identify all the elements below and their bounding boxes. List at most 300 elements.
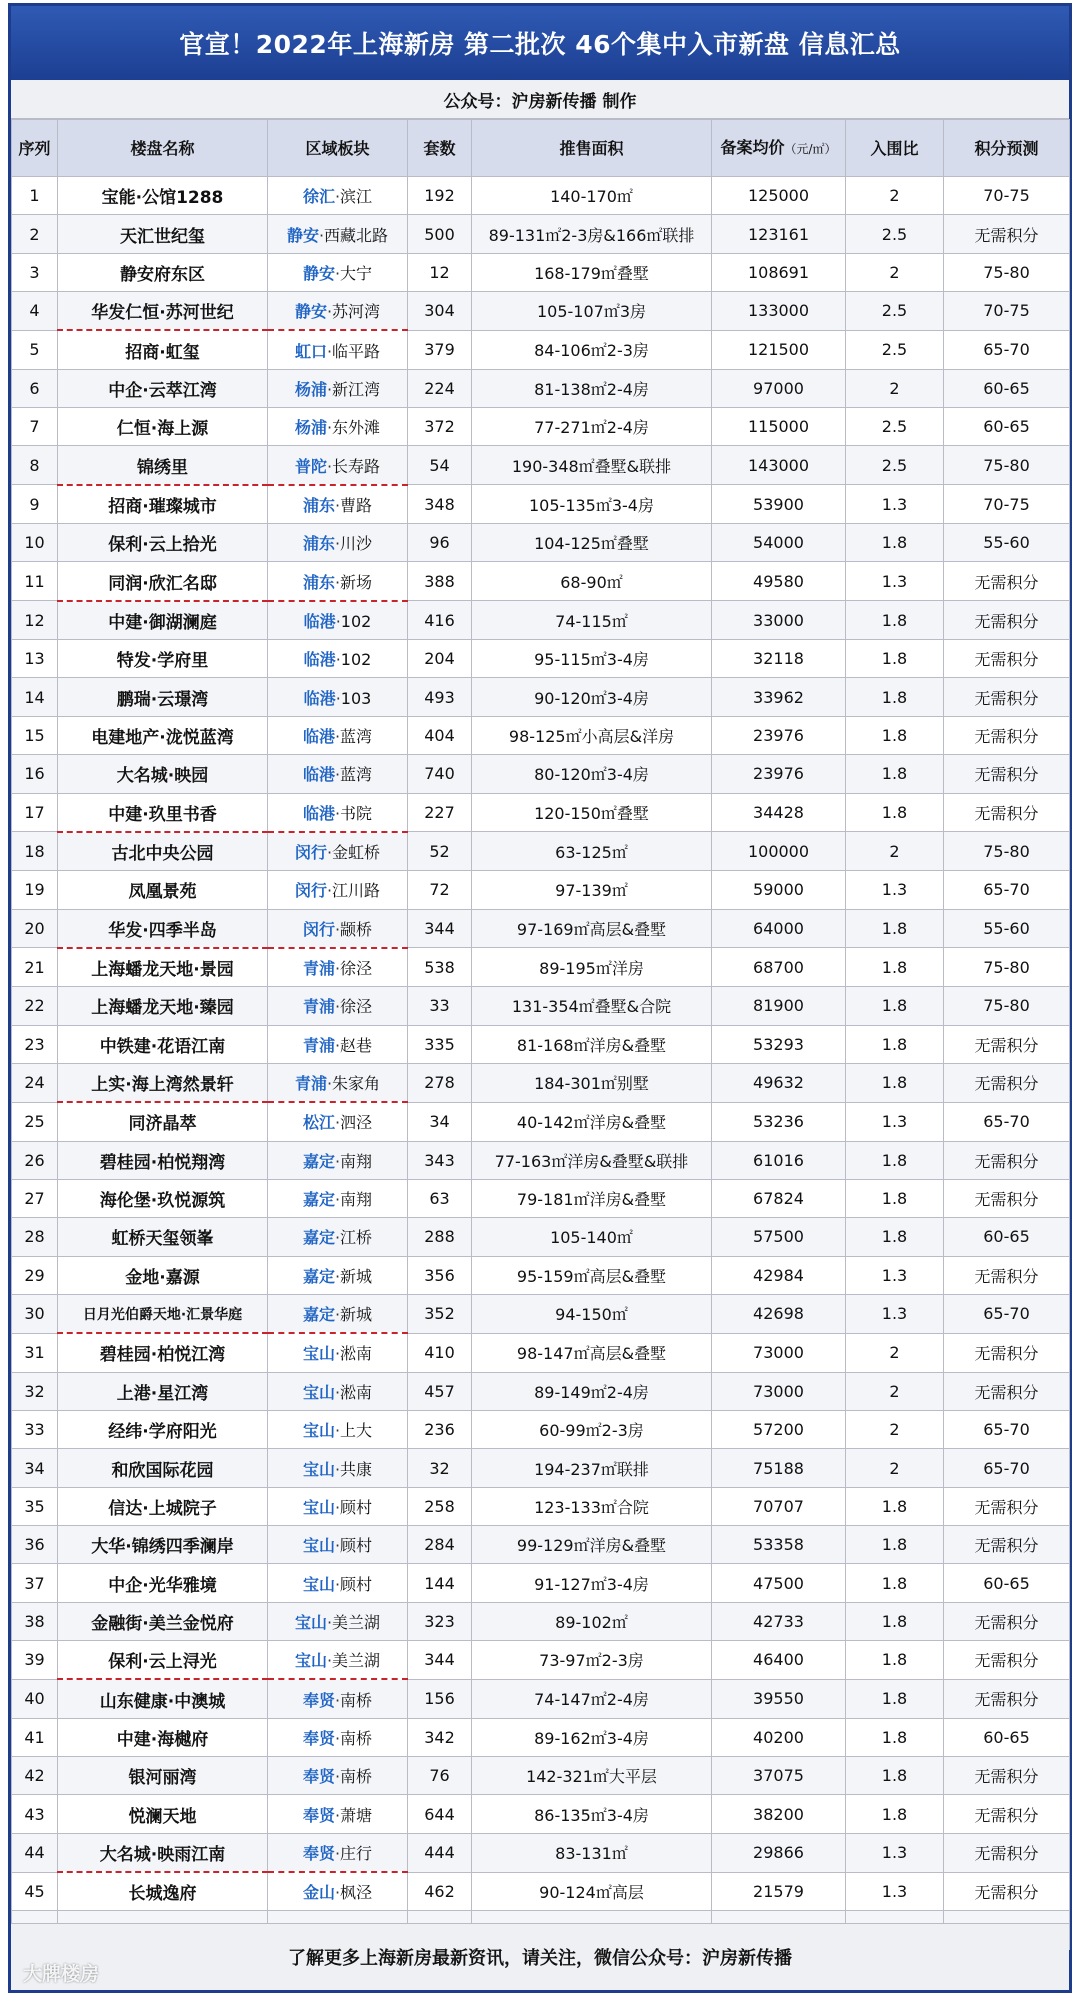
cell-block: 南桥 xyxy=(340,1767,373,1787)
cell-score: 无需积分 xyxy=(944,1872,1070,1911)
cell-district: 临港 xyxy=(303,650,336,670)
cell-units: 462 xyxy=(408,1872,472,1911)
region-separator: · xyxy=(334,1883,341,1903)
cell-region xyxy=(268,1256,408,1294)
cell-index: 7 xyxy=(12,408,58,446)
watermark-logo: 大牌楼房 xyxy=(23,1963,100,1985)
table-row xyxy=(12,716,1070,754)
cell-price: 33962 xyxy=(712,678,846,716)
cell-ratio: 1.8 xyxy=(846,1564,944,1602)
cell-score: 无需积分 xyxy=(944,1757,1070,1795)
cell-area: 120-150㎡叠墅 xyxy=(472,793,712,832)
cell-price: 49580 xyxy=(712,562,846,601)
cell-units: 284 xyxy=(408,1526,472,1564)
cell-score: 75-80 xyxy=(944,446,1070,485)
cell-price: 39550 xyxy=(712,1679,846,1718)
cell-district: 杨浦 xyxy=(294,379,327,399)
cell-district: 宝山 xyxy=(302,1497,335,1517)
region-separator: · xyxy=(334,1843,341,1863)
cell-price: 73000 xyxy=(712,1333,846,1372)
cell-name: 电建地产·泷悦蓝湾 xyxy=(58,716,268,754)
cell-units: 54 xyxy=(408,446,472,485)
cell-score: 60-65 xyxy=(944,1718,1070,1756)
table-row xyxy=(12,1564,1070,1602)
table-row xyxy=(12,446,1070,485)
region-separator: · xyxy=(334,1805,341,1825)
cell-district: 浦东 xyxy=(302,495,335,515)
cell-region xyxy=(268,755,408,793)
cell-name: 日月光伯爵天地·汇景华庭 xyxy=(58,1294,268,1333)
cell-district: 临港 xyxy=(303,611,336,631)
cell-ratio: 1.8 xyxy=(846,1025,944,1063)
cell-score: 无需积分 xyxy=(944,215,1070,253)
cell-score: 无需积分 xyxy=(944,678,1070,716)
table-row xyxy=(12,1679,1070,1718)
cell-score: 无需积分 xyxy=(944,562,1070,601)
cell-score: 无需积分 xyxy=(944,1795,1070,1833)
cell-name: 中建·御湖澜庭 xyxy=(58,601,268,640)
region-separator: · xyxy=(326,302,333,322)
cell-block: 顾村 xyxy=(340,1536,373,1556)
cell-block: 新场 xyxy=(340,572,373,592)
cell-block: 新城 xyxy=(340,1266,373,1286)
table-row xyxy=(12,871,1070,909)
table-row xyxy=(12,755,1070,793)
cell-ratio: 1.3 xyxy=(846,1102,944,1141)
cell-region xyxy=(268,446,408,485)
cell-name: 同润·欣汇名邸 xyxy=(58,562,268,601)
cell-name: 虹桥天玺领峯 xyxy=(58,1218,268,1256)
cell-score: 无需积分 xyxy=(944,793,1070,832)
cell-district: 虹口 xyxy=(294,341,327,361)
cell-district: 青浦 xyxy=(302,1035,335,1055)
cell-block: 蓝湾 xyxy=(340,726,373,746)
cell-index: 34 xyxy=(12,1449,58,1487)
cell-district: 临港 xyxy=(302,803,335,823)
cell-ratio: 1.8 xyxy=(846,1526,944,1564)
cell-area: 194-237㎡联排 xyxy=(472,1449,712,1487)
cell-index: 17 xyxy=(12,793,58,832)
header-area: 推售面积 xyxy=(472,120,712,177)
cell-district: 奉贤 xyxy=(302,1767,335,1787)
cell-block: 萧塘 xyxy=(340,1805,373,1825)
cell-area: 74-147㎡2-4房 xyxy=(472,1679,712,1718)
cell-district: 宝山 xyxy=(302,1459,335,1479)
cell-district: 闵行 xyxy=(294,843,327,863)
cell-district: 奉贤 xyxy=(302,1843,335,1863)
cell-area: 86-135㎡3-4房 xyxy=(472,1795,712,1833)
cell-units: 410 xyxy=(408,1333,472,1372)
table-row xyxy=(12,1526,1070,1564)
table-header-row xyxy=(12,120,1070,177)
table-row xyxy=(12,1218,1070,1256)
cell-district: 闵行 xyxy=(294,881,327,901)
cell-region xyxy=(268,1526,408,1564)
cell-area: 63-125㎡ xyxy=(472,832,712,871)
cell-block: 颛桥 xyxy=(340,919,373,939)
cell-region xyxy=(268,177,408,215)
cell-block: 新城 xyxy=(340,1305,373,1325)
cell-index: 38 xyxy=(12,1602,58,1640)
cell-district: 宝山 xyxy=(294,1651,327,1671)
cell-area: 74-115㎡ xyxy=(472,601,712,640)
cell-units: 344 xyxy=(408,909,472,948)
cell-district: 宝山 xyxy=(294,1612,327,1632)
cell-index: 28 xyxy=(12,1218,58,1256)
header-ratio: 入围比 xyxy=(846,120,944,177)
cell-region xyxy=(268,1795,408,1833)
cell-index: 31 xyxy=(12,1333,58,1372)
cell-name: 保利·云上拾光 xyxy=(58,524,268,562)
cell-district: 浦东 xyxy=(302,572,335,592)
table-row xyxy=(12,215,1070,253)
cell-units: 12 xyxy=(408,253,472,291)
cell-area: 184-301㎡别墅 xyxy=(472,1063,712,1102)
cell-district: 宝山 xyxy=(302,1421,335,1441)
cell-price: 57200 xyxy=(712,1411,846,1449)
cell-region xyxy=(268,369,408,407)
cell-score: 无需积分 xyxy=(944,1372,1070,1410)
region-separator: · xyxy=(326,1612,333,1632)
cell-ratio: 1.3 xyxy=(846,1294,944,1333)
cell-block: 南翔 xyxy=(340,1190,373,1210)
cell-area: 91-127㎡3-4房 xyxy=(472,1564,712,1602)
cell-price: 64000 xyxy=(712,909,846,948)
cell-ratio: 1.8 xyxy=(846,716,944,754)
region-separator: · xyxy=(334,1421,341,1441)
cell-district: 奉贤 xyxy=(302,1728,335,1748)
cell-region xyxy=(268,292,408,331)
region-separator: · xyxy=(334,1305,341,1325)
cell-units: 404 xyxy=(408,716,472,754)
cell-score: 65-70 xyxy=(944,330,1070,369)
cell-block: 苏河湾 xyxy=(332,302,381,322)
cell-name: 大名城·映雨江南 xyxy=(58,1833,268,1872)
cell-ratio: 1.3 xyxy=(846,485,944,524)
cell-price: 47500 xyxy=(712,1564,846,1602)
region-separator: · xyxy=(334,1266,341,1286)
cell-index: 36 xyxy=(12,1526,58,1564)
region-separator: · xyxy=(334,1190,341,1210)
cell-score: 65-70 xyxy=(944,871,1070,909)
cell-price: 61016 xyxy=(712,1141,846,1179)
subtitle: 公众号：沪房新传播 制作 xyxy=(11,80,1069,119)
cell-units: 96 xyxy=(408,524,472,562)
cell-index: 21 xyxy=(12,948,58,987)
cell-area: 40-142㎡洋房&叠墅 xyxy=(472,1102,712,1141)
cell-region xyxy=(268,987,408,1025)
region-separator: · xyxy=(335,650,341,670)
cell-block: 江桥 xyxy=(340,1228,373,1248)
table-row xyxy=(12,408,1070,446)
region-separator: · xyxy=(334,726,341,746)
cell-name: 保利·云上浔光 xyxy=(58,1641,268,1680)
cell-units: 52 xyxy=(408,832,472,871)
region-separator: · xyxy=(334,263,341,283)
cell-name: 中建·海樾府 xyxy=(58,1718,268,1756)
cell-area: 131-354㎡叠墅&合院 xyxy=(472,987,712,1025)
cell-price: 57500 xyxy=(712,1218,846,1256)
cell-price: 67824 xyxy=(712,1179,846,1217)
cell-ratio: 1.8 xyxy=(846,948,944,987)
cell-district: 青浦 xyxy=(294,1074,327,1094)
cell-district: 嘉定 xyxy=(302,1266,335,1286)
table-row xyxy=(12,292,1070,331)
cell-name: 中企·光华雅境 xyxy=(58,1564,268,1602)
cell-region xyxy=(268,640,408,678)
cell-district: 闵行 xyxy=(302,919,335,939)
cell-area: 81-138㎡2-4房 xyxy=(472,369,712,407)
cell-ratio: 2.5 xyxy=(846,408,944,446)
cell-name: 经纬·学府阳光 xyxy=(58,1411,268,1449)
cell-region xyxy=(268,1063,408,1102)
cell-units: 644 xyxy=(408,1795,472,1833)
cell-name: 招商·虹玺 xyxy=(58,330,268,369)
header-index: 序列 xyxy=(12,120,58,177)
cell-block: 书院 xyxy=(340,803,373,823)
cell-ratio: 1.8 xyxy=(846,1757,944,1795)
cell-units: 323 xyxy=(408,1602,472,1640)
cell-area: 89-162㎡3-4房 xyxy=(472,1718,712,1756)
cell-price: 53236 xyxy=(712,1102,846,1141)
cell-score: 无需积分 xyxy=(944,1833,1070,1872)
table-row xyxy=(12,832,1070,871)
cell-block: 东外滩 xyxy=(332,418,381,438)
table-body xyxy=(12,177,1070,1950)
cell-block: 滨江 xyxy=(340,187,373,207)
cell-price: 46400 xyxy=(712,1641,846,1680)
cell-name: 华发仁恒·苏河世纪 xyxy=(58,292,268,331)
cell-ratio: 1.8 xyxy=(846,1641,944,1680)
cell-area: 81-168㎡洋房&叠墅 xyxy=(472,1025,712,1063)
cell-name: 上实·海上湾然景轩 xyxy=(58,1063,268,1102)
table-row xyxy=(12,948,1070,987)
region-separator: · xyxy=(326,341,333,361)
cell-units: 342 xyxy=(408,1718,472,1756)
cell-region xyxy=(268,1333,408,1372)
cell-units: 457 xyxy=(408,1372,472,1410)
cell-ratio: 2.5 xyxy=(846,292,944,331)
cell-score: 无需积分 xyxy=(944,1256,1070,1294)
cell-units: 343 xyxy=(408,1141,472,1179)
cell-units: 227 xyxy=(408,793,472,832)
region-separator: · xyxy=(334,1574,341,1594)
cell-area: 89-131㎡2-3房&166㎡联排 xyxy=(472,215,712,253)
cell-region xyxy=(268,485,408,524)
cell-ratio: 1.8 xyxy=(846,1795,944,1833)
page-title: 官宣！2022年上海新房 第二批次 46个集中入市新盘 信息汇总 xyxy=(179,30,901,59)
cell-area: 142-321㎡大平层 xyxy=(472,1757,712,1795)
cell-price: 23976 xyxy=(712,716,846,754)
cell-ratio: 1.3 xyxy=(846,1833,944,1872)
cell-district: 嘉定 xyxy=(302,1228,335,1248)
cell-index: 35 xyxy=(12,1487,58,1525)
cell-district: 嘉定 xyxy=(302,1305,335,1325)
cell-name: 大华·锦绣四季澜岸 xyxy=(58,1526,268,1564)
cell-units: 144 xyxy=(408,1564,472,1602)
cell-index: 15 xyxy=(12,716,58,754)
cell-district: 松江 xyxy=(302,1113,335,1133)
cell-index: 11 xyxy=(12,562,58,601)
cell-units: 379 xyxy=(408,330,472,369)
cell-block: 上大 xyxy=(340,1421,373,1441)
cell-units: 538 xyxy=(408,948,472,987)
cell-block: 103 xyxy=(340,688,372,708)
cell-area: 98-125㎡小高层&洋房 xyxy=(472,716,712,754)
cell-ratio: 2 xyxy=(846,1372,944,1410)
cell-ratio: 1.8 xyxy=(846,1218,944,1256)
cell-ratio: 1.8 xyxy=(846,1141,944,1179)
cell-units: 444 xyxy=(408,1833,472,1872)
cell-index: 16 xyxy=(12,755,58,793)
cell-units: 258 xyxy=(408,1487,472,1525)
cell-ratio: 1.3 xyxy=(846,1256,944,1294)
cell-ratio: 2 xyxy=(846,1411,944,1449)
cell-region xyxy=(268,562,408,601)
cell-price: 42984 xyxy=(712,1256,846,1294)
cell-block: 共康 xyxy=(340,1459,373,1479)
cell-ratio: 2 xyxy=(846,253,944,291)
cell-price: 59000 xyxy=(712,871,846,909)
cell-score: 65-70 xyxy=(944,1102,1070,1141)
cell-index: 4 xyxy=(12,292,58,331)
cell-name: 天汇世纪玺 xyxy=(58,215,268,253)
cell-score: 75-80 xyxy=(944,832,1070,871)
cell-name: 同济晶萃 xyxy=(58,1102,268,1141)
cell-area: 105-135㎡3-4房 xyxy=(472,485,712,524)
cell-name: 静安府东区 xyxy=(58,253,268,291)
cell-ratio: 1.3 xyxy=(846,871,944,909)
region-separator: · xyxy=(334,997,341,1017)
cell-ratio: 2.5 xyxy=(846,215,944,253)
cell-area: 83-131㎡ xyxy=(472,1833,712,1872)
cell-name: 中企·云萃江湾 xyxy=(58,369,268,407)
cell-name: 悦澜天地 xyxy=(58,1795,268,1833)
cell-name: 金地·嘉源 xyxy=(58,1256,268,1294)
cell-score: 60-65 xyxy=(944,369,1070,407)
cell-district: 临港 xyxy=(302,765,335,785)
cell-ratio: 2.5 xyxy=(846,446,944,485)
table-row xyxy=(12,793,1070,832)
footer-note: 了解更多上海新房最新资讯，请关注，微信公众号：沪房新传播 xyxy=(11,1923,1069,1990)
cell-region xyxy=(268,1641,408,1680)
cell-name: 银河丽湾 xyxy=(58,1757,268,1795)
cell-units: 348 xyxy=(408,485,472,524)
cell-region xyxy=(268,330,408,369)
cell-district: 金山 xyxy=(302,1883,335,1903)
cell-score: 无需积分 xyxy=(944,1641,1070,1680)
cell-area: 105-140㎡ xyxy=(472,1218,712,1256)
cell-price: 70707 xyxy=(712,1487,846,1525)
region-separator: · xyxy=(334,572,341,592)
cell-score: 75-80 xyxy=(944,948,1070,987)
cell-price: 121500 xyxy=(712,330,846,369)
region-separator: · xyxy=(334,765,341,785)
cell-units: 63 xyxy=(408,1179,472,1217)
cell-district: 奉贤 xyxy=(302,1690,335,1710)
cell-index: 41 xyxy=(12,1718,58,1756)
table-row xyxy=(12,909,1070,948)
region-separator: · xyxy=(334,1228,341,1248)
table-row xyxy=(12,1757,1070,1795)
region-separator: · xyxy=(326,1074,333,1094)
cell-name: 凤凰景苑 xyxy=(58,871,268,909)
region-separator: · xyxy=(334,1536,341,1556)
region-separator: · xyxy=(334,534,341,554)
header-price xyxy=(712,120,846,177)
table-row xyxy=(12,1487,1070,1525)
cell-district: 静安 xyxy=(294,302,327,322)
cell-ratio: 1.8 xyxy=(846,987,944,1025)
table-row xyxy=(12,1372,1070,1410)
cell-score: 65-70 xyxy=(944,1294,1070,1333)
region-separator: · xyxy=(334,803,341,823)
cell-index: 45 xyxy=(12,1872,58,1911)
cell-index: 6 xyxy=(12,369,58,407)
cell-price: 108691 xyxy=(712,253,846,291)
cell-ratio: 1.3 xyxy=(846,1872,944,1911)
region-separator: · xyxy=(334,1690,341,1710)
cell-ratio: 1.8 xyxy=(846,1602,944,1640)
cell-block: 徐泾 xyxy=(340,997,373,1017)
cell-units: 34 xyxy=(408,1102,472,1141)
cell-area: 84-106㎡2-3房 xyxy=(472,330,712,369)
cell-block: 江川路 xyxy=(332,881,381,901)
cell-area: 95-115㎡3-4房 xyxy=(472,640,712,678)
cell-region xyxy=(268,1679,408,1718)
cell-ratio: 1.8 xyxy=(846,1179,944,1217)
cell-name: 碧桂园·柏悦江湾 xyxy=(58,1333,268,1372)
region-separator: · xyxy=(334,1497,341,1517)
region-separator: · xyxy=(334,1459,341,1479)
cell-block: 淞南 xyxy=(340,1344,373,1364)
cell-score: 无需积分 xyxy=(944,1333,1070,1372)
table-row xyxy=(12,987,1070,1025)
table-row xyxy=(12,1333,1070,1372)
cell-area: 60-99㎡2-3房 xyxy=(472,1411,712,1449)
cell-name: 鹏瑞·云璟湾 xyxy=(58,678,268,716)
cell-units: 278 xyxy=(408,1063,472,1102)
cell-block: 南桥 xyxy=(340,1728,373,1748)
table-row xyxy=(12,1025,1070,1063)
cell-area: 90-120㎡3-4房 xyxy=(472,678,712,716)
cell-index: 5 xyxy=(12,330,58,369)
cell-units: 493 xyxy=(408,678,472,716)
cell-price: 53293 xyxy=(712,1025,846,1063)
table-row xyxy=(12,1602,1070,1640)
table-row xyxy=(12,640,1070,678)
cell-index: 40 xyxy=(12,1679,58,1718)
cell-area: 140-170㎡ xyxy=(472,177,712,215)
cell-region xyxy=(268,1718,408,1756)
cell-score: 70-75 xyxy=(944,485,1070,524)
table-row xyxy=(12,562,1070,601)
cell-index: 32 xyxy=(12,1372,58,1410)
cell-score: 75-80 xyxy=(944,253,1070,291)
cell-score: 55-60 xyxy=(944,909,1070,948)
cell-price: 42698 xyxy=(712,1294,846,1333)
cell-price: 34428 xyxy=(712,793,846,832)
cell-score: 无需积分 xyxy=(944,1487,1070,1525)
cell-region xyxy=(268,215,408,253)
cell-district: 宝山 xyxy=(302,1536,335,1556)
cell-block: 大宁 xyxy=(340,263,373,283)
cell-score: 无需积分 xyxy=(944,755,1070,793)
cell-score: 60-65 xyxy=(944,408,1070,446)
region-separator: · xyxy=(334,1728,341,1748)
cell-block: 金虹桥 xyxy=(332,843,381,863)
cell-name: 中铁建·花语江南 xyxy=(58,1025,268,1063)
